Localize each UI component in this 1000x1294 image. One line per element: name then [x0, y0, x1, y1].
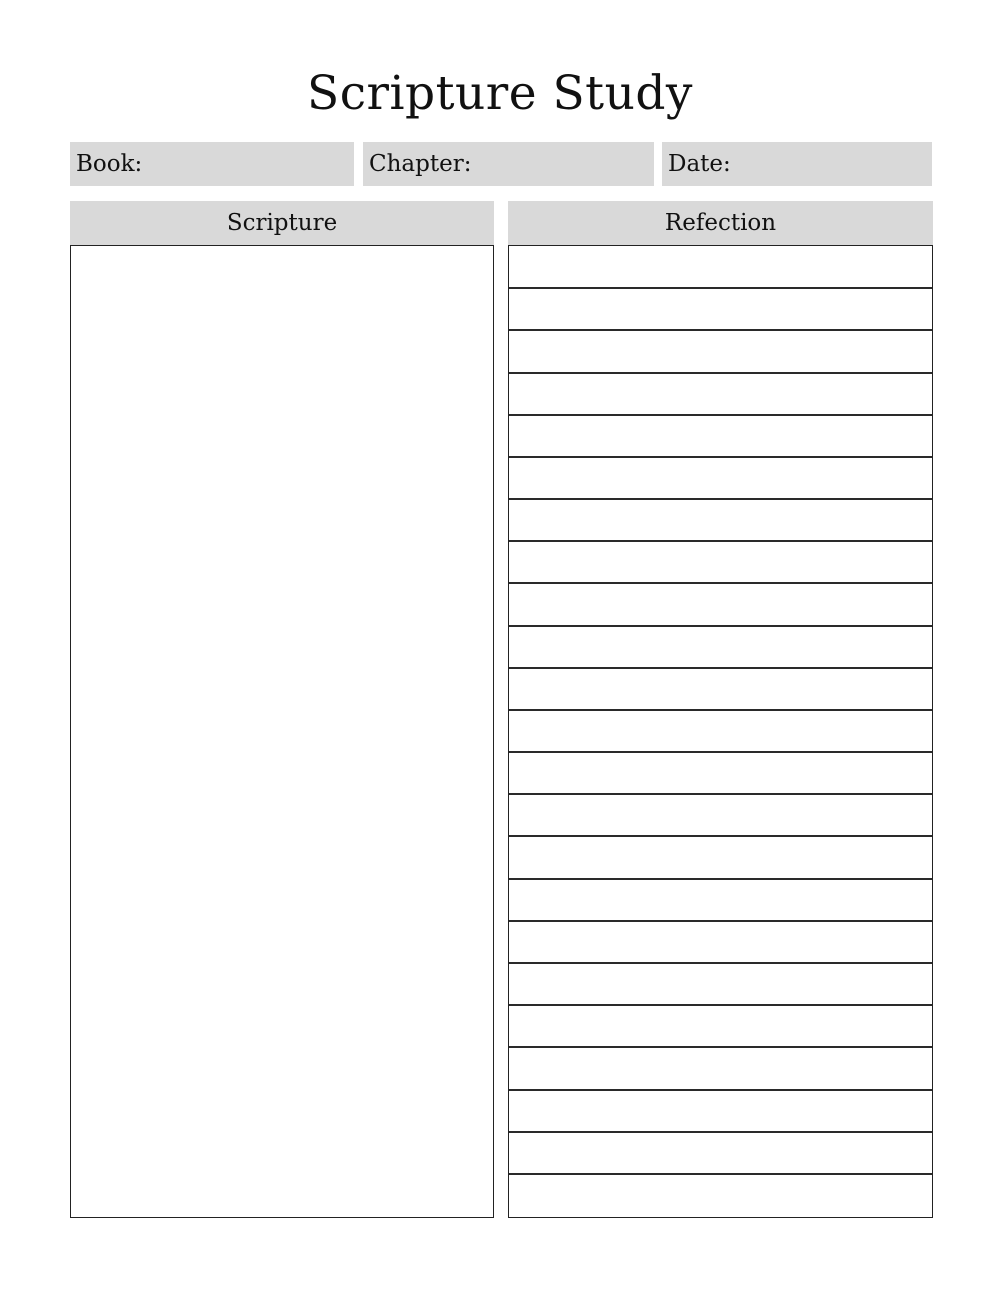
reflection-rule-line: [509, 835, 932, 837]
reflection-rule-line: [509, 372, 932, 374]
reflection-rule-line: [509, 962, 932, 964]
scripture-column-header: Scripture: [70, 201, 494, 245]
reflection-rule-line: [509, 329, 932, 331]
reflection-rule-line: [509, 287, 932, 289]
reflection-rule-line: [509, 498, 932, 500]
reflection-rule-line: [509, 625, 932, 627]
reflection-rule-line: [509, 1131, 932, 1133]
reflection-rule-line: [509, 709, 932, 711]
reflection-rule-line: [509, 1046, 932, 1048]
reflection-rule-line: [509, 751, 932, 753]
reflection-rule-line: [509, 414, 932, 416]
chapter-field[interactable]: Chapter:: [363, 142, 654, 186]
reflection-rule-line: [509, 1089, 932, 1091]
book-field[interactable]: Book:: [70, 142, 354, 186]
date-field[interactable]: Date:: [662, 142, 932, 186]
reflection-rule-line: [509, 456, 932, 458]
reflection-rule-line: [509, 582, 932, 584]
reflection-rule-line: [509, 920, 932, 922]
reflection-rule-line: [509, 540, 932, 542]
page-title: Scripture Study: [307, 66, 693, 121]
reflection-rule-line: [509, 878, 932, 880]
reflection-rule-line: [509, 1004, 932, 1006]
reflection-column-header: Refection: [508, 201, 933, 245]
reflection-rule-line: [509, 793, 932, 795]
reflection-writing-area[interactable]: [508, 245, 933, 1218]
scripture-writing-area[interactable]: [70, 245, 494, 1218]
reflection-rule-line: [509, 1173, 932, 1175]
reflection-rule-line: [509, 667, 932, 669]
